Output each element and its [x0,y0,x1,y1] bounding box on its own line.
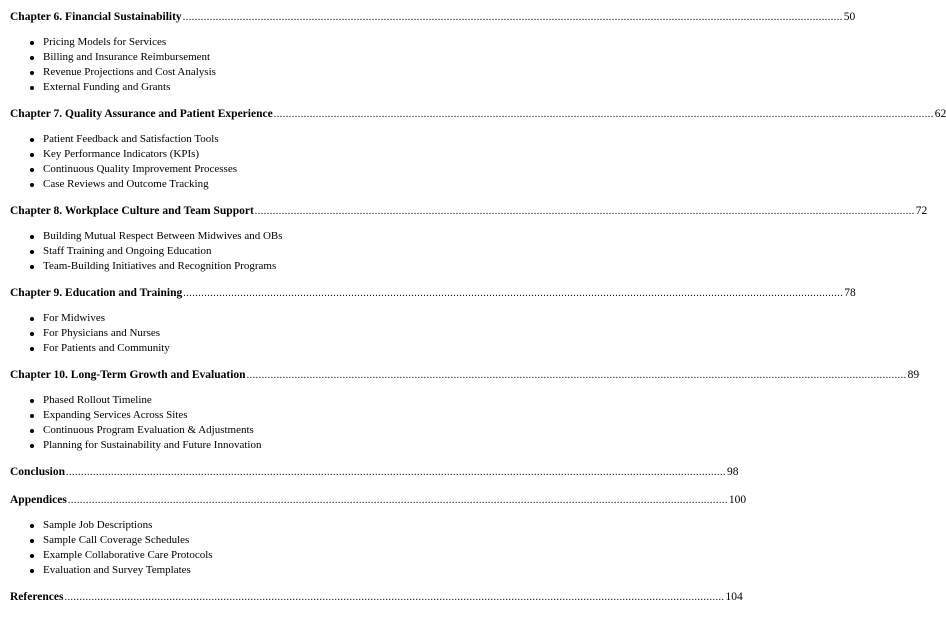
toc-entry [10,588,743,616]
toc-subsection-label: Sample Call Coverage Schedules [43,534,190,546]
toc-subsection-item [10,50,420,65]
toc-heading-title: Appendices [10,494,67,506]
toc-subsection-label: Sample Job Descriptions [43,519,153,531]
toc-subsection-label: Staff Training and Ongoing Education [43,245,212,257]
toc-page-number: 100 [728,494,747,506]
toc-subsection-item [10,311,420,326]
bullet-icon [30,444,34,448]
bullet-icon [30,317,34,321]
bullet-icon [30,347,34,351]
toc-page-number: 98 [726,466,739,478]
toc-leader-dots: ............................................................................................................................................................................................................................ [67,495,728,506]
toc-page-number: 62 [934,108,946,120]
toc-leader-dots: ............................................................................................................................................................................................................................ [182,12,843,23]
toc-subsection-item [10,132,420,147]
bullet-icon [30,41,34,45]
toc-subsection-item [10,80,420,95]
bullet-icon [30,265,34,269]
toc-heading-title: Chapter 7. Quality Assurance and Patient Experience [10,108,273,120]
bullet-icon [30,569,34,573]
toc-subsection-list [10,35,420,95]
toc-subsection-item [10,533,420,548]
toc-subsection-item [10,408,420,423]
bullet-icon [30,554,34,558]
toc-subsection-label: Revenue Projections and Cost Analysis [43,66,216,78]
bullet-icon [30,250,34,254]
toc-heading-line [10,588,743,606]
bullet-icon [30,539,34,543]
toc-leader-dots: ............................................................................................................................................................................................................................ [254,206,915,217]
toc-heading-title: References [10,591,64,603]
toc-leader-dots: ............................................................................................................................................................................................................................ [273,109,934,120]
toc-subsection-label: For Patients and Community [43,342,170,354]
bullet-icon [30,414,34,418]
toc-subsection-label: Billing and Insurance Reimbursement [43,51,211,63]
toc-heading-line [10,105,946,123]
toc-subsection-item [10,259,420,274]
bullet-icon [30,138,34,142]
toc-page-number: 50 [843,11,856,23]
toc-subsection-item [10,393,420,408]
toc-leader-dots: ............................................................................................................................................................................................................................ [246,370,907,381]
toc-subsection-item [10,244,420,259]
toc-heading-title: Conclusion [10,466,65,478]
toc-entry [10,491,747,578]
bullet-icon [30,168,34,172]
toc-subsection-item [10,35,420,50]
toc-subsection-label: Example Collaborative Care Protocols [43,549,213,561]
toc-subsection-item [10,326,420,341]
toc-subsection-item [10,177,420,192]
bullet-icon [30,332,34,336]
toc-subsection-label: Pricing Models for Services [43,36,167,48]
bullet-icon [30,524,34,528]
toc-spacer [10,606,420,616]
toc-subsection-list [10,518,420,578]
bullet-icon [30,235,34,239]
toc-leader-dots: ............................................................................................................................................................................................................................ [65,467,726,478]
bullet-icon [30,399,34,403]
toc-subsection-label: External Funding and Grants [43,81,171,93]
toc-subsection-item [10,341,420,356]
toc-subsection-item [10,563,420,578]
toc-subsection-label: Continuous Program Evaluation & Adjustments [43,424,254,436]
toc-page-number: 72 [915,205,928,217]
toc-heading-title: Chapter 6. Financial Sustainability [10,11,182,23]
toc-subsection-list [10,393,420,453]
toc-subsection-label: Building Mutual Respect Between Midwives and OBs [43,230,283,242]
toc-heading-line [10,202,928,220]
toc-entry [10,105,946,192]
toc-subsection-item [10,438,420,453]
toc-subsection-item [10,229,420,244]
toc-subsection-label: For Physicians and Nurses [43,327,161,339]
toc-subsection-item [10,65,420,80]
toc-heading-line [10,8,856,26]
toc-heading-title: Chapter 9. Education and Training [10,287,183,299]
toc-leader-dots: ............................................................................................................................................................................................................................ [183,288,844,299]
toc-heading-line [10,366,920,384]
toc-spacer [10,481,420,491]
toc-subsection-list [10,311,420,356]
toc-heading-line [10,463,739,481]
toc-entry [10,366,920,453]
toc-subsection-label: Team-Building Initiatives and Recognition Programs [43,260,277,272]
bullet-icon [30,183,34,187]
toc-subsection-label: Expanding Services Across Sites [43,409,188,421]
toc-subsection-label: Evaluation and Survey Templates [43,564,191,576]
toc-subsection-label: Key Performance Indicators (KPIs) [43,148,200,160]
bullet-icon [30,56,34,60]
toc-entry [10,8,856,95]
toc-subsection-item [10,548,420,563]
toc-page-number: 104 [725,591,743,603]
toc-subsection-list [10,229,420,274]
toc-heading-line [10,284,856,302]
toc-subsection-label: Continuous Quality Improvement Processes [43,163,238,175]
toc-subsection-label: Phased Rollout Timeline [43,394,152,406]
toc-subsection-item [10,147,420,162]
toc-page-number: 78 [844,287,856,299]
toc-page-number: 89 [907,369,920,381]
toc-leader-dots: ............................................................................................................................................................................................................................ [64,592,725,603]
toc-subsection-item [10,162,420,177]
toc-subsection-list [10,132,420,192]
toc-subsection-item [10,518,420,533]
toc-entry [10,463,739,491]
toc-subsection-label: Case Reviews and Outcome Tracking [43,178,209,190]
toc-subsection-item [10,423,420,438]
bullet-icon [30,86,34,90]
bullet-icon [30,71,34,75]
toc-subsection-label: Planning for Sustainability and Future Innovation [43,439,262,451]
toc-heading-title: Chapter 10. Long-Term Growth and Evaluation [10,369,246,381]
toc-heading-line [10,491,747,509]
bullet-icon [30,153,34,157]
toc-subsection-label: Patient Feedback and Satisfaction Tools [43,133,219,145]
bullet-icon [30,429,34,433]
toc-subsection-label: For Midwives [43,312,106,324]
toc-entry [10,284,856,356]
toc-entry [10,202,928,274]
table-of-contents [10,8,946,616]
toc-heading-title: Chapter 8. Workplace Culture and Team Support [10,205,254,217]
